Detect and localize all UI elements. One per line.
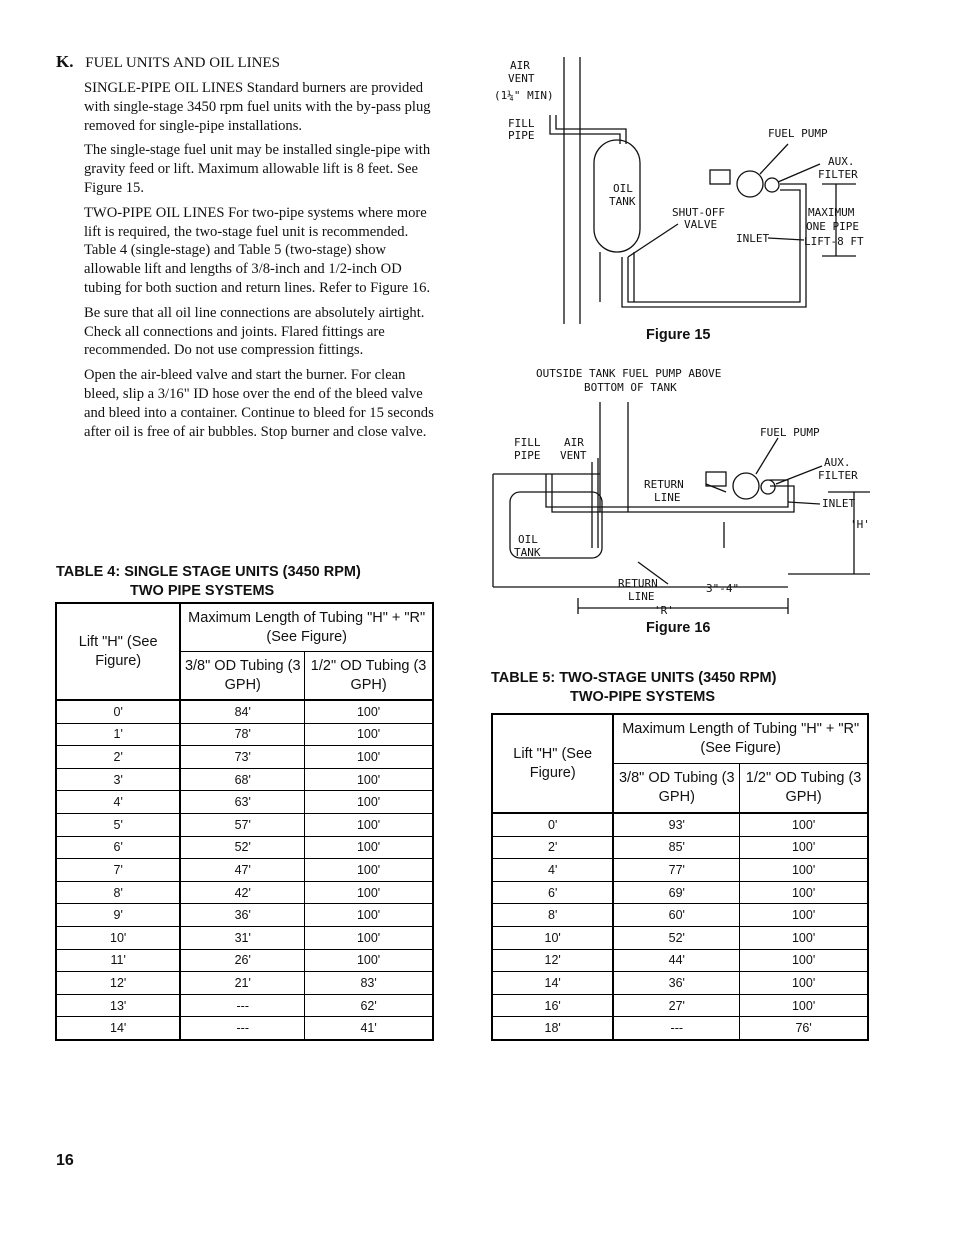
tubing-3-8-cell: 21' [180, 972, 304, 995]
tubing-3-8-cell: 69' [613, 881, 739, 904]
tubing-1-2-cell: 100' [305, 926, 433, 949]
table4 [55, 602, 434, 1041]
tubing-1-2-cell: 100' [305, 859, 433, 882]
tubing-1-2-cell: 100' [740, 926, 868, 949]
tubing-1-2-cell: 41' [305, 1017, 433, 1040]
lift-cell: 3' [56, 768, 180, 791]
table-row [56, 881, 433, 904]
tubing-1-2-cell: 62' [305, 994, 433, 1017]
table-row [56, 972, 433, 995]
tubing-1-2-cell: 100' [740, 859, 868, 882]
fig16-label-fuel-pump: FUEL PUMP [760, 426, 820, 439]
tubing-3-8-cell: --- [180, 994, 304, 1017]
tubing-3-8-cell: 36' [613, 972, 739, 995]
paragraph-airtight: Be sure that all oil line connections are absolutely airtight. Check all connections and joints. Flared fittings are recommended. Do not use compression fittings. [84, 304, 425, 359]
tubing-3-8-cell: 68' [180, 768, 304, 791]
tubing-1-2-cell: 100' [740, 949, 868, 972]
lift-cell: 7' [56, 859, 180, 882]
fig15-label-inlet: INLET [736, 232, 770, 245]
tubing-3-8-cell: 31' [180, 926, 304, 949]
fig16-label-air: AIR [564, 436, 584, 449]
lift-cell: 13' [56, 994, 180, 1017]
fig15-label-vent: VENT [508, 72, 535, 85]
tubing-3-8-cell: 26' [180, 949, 304, 972]
table-row [492, 972, 868, 995]
tubing-3-8-cell: 77' [613, 859, 739, 882]
tubing-1-2-cell: 100' [740, 994, 868, 1017]
tubing-3-8-cell: 73' [180, 746, 304, 769]
table-row [56, 926, 433, 949]
table-row [492, 881, 868, 904]
table5 [491, 713, 869, 1041]
table5-group-header: Maximum Length of Tubing "H" + "R" (See Figure) [613, 714, 868, 764]
table4-lift-header: Lift "H" (See Figure) [56, 603, 180, 700]
fig15-label-air: AIR [510, 59, 530, 72]
fig15-label-one-pipe: ONE PIPE [806, 220, 859, 233]
tubing-3-8-cell: --- [613, 1017, 739, 1040]
tubing-3-8-cell: 27' [613, 994, 739, 1017]
fig16-label-pipe: PIPE [514, 449, 541, 462]
figure15-diagram [488, 52, 878, 327]
lift-cell: 9' [56, 904, 180, 927]
table5-caption-line1: TABLE 5: TWO-STAGE UNITS (3450 RPM) [491, 670, 777, 686]
tubing-1-2-cell: 100' [305, 746, 433, 769]
paragraph-gravity-feed: The single-stage fuel unit may be installed single-pipe with gravity feed or lift. Maximum allowable lift is 8 feet. See Figure 15. [84, 142, 431, 196]
tubing-3-8-cell: 47' [180, 859, 304, 882]
lift-cell: 14' [56, 1017, 180, 1040]
tubing-1-2-cell: 100' [305, 700, 433, 723]
tubing-3-8-cell: 42' [180, 881, 304, 904]
tubing-3-8-cell: --- [180, 1017, 304, 1040]
table-row [492, 836, 868, 859]
fig16-title-line1: OUTSIDE TANK FUEL PUMP ABOVE [536, 367, 722, 380]
fig16-label-filter: FILTER [818, 469, 858, 482]
section-title: FUEL UNITS AND OIL LINES [85, 55, 280, 71]
tubing-3-8-cell: 60' [613, 904, 739, 927]
tubing-1-2-cell: 100' [305, 768, 433, 791]
tubing-3-8-cell: 52' [613, 926, 739, 949]
lift-cell: 12' [56, 972, 180, 995]
table5-lift-header: Lift "H" (See Figure) [492, 714, 613, 813]
page-number: 16 [56, 1152, 74, 1169]
lift-cell: 10' [56, 926, 180, 949]
table4-col1-header: 3/8" OD Tubing (3 GPH) [180, 652, 304, 701]
table4-caption [56, 563, 361, 601]
tubing-1-2-cell: 100' [740, 904, 868, 927]
tubing-1-2-cell: 100' [305, 949, 433, 972]
table-row [56, 859, 433, 882]
fig16-label-depth: 3"-4" [706, 582, 740, 595]
fig16-label-oil: OIL [518, 533, 538, 546]
tubing-1-2-cell: 100' [305, 904, 433, 927]
fig16-label-fill: FILL [514, 436, 541, 449]
lift-cell: 11' [56, 949, 180, 972]
lift-cell: 5' [56, 813, 180, 836]
tubing-3-8-cell: 84' [180, 700, 304, 723]
fig15-label-fill: FILL [508, 117, 535, 130]
fig15-label-aux: AUX. [828, 155, 855, 168]
tubing-3-8-cell: 44' [613, 949, 739, 972]
lift-cell: 8' [56, 881, 180, 904]
tubing-1-2-cell: 76' [740, 1017, 868, 1040]
tubing-1-2-cell: 83' [305, 972, 433, 995]
tubing-1-2-cell: 100' [305, 723, 433, 746]
table-row [56, 994, 433, 1017]
fig16-label-return: RETURN [644, 478, 684, 491]
fig16-label-line: LINE [654, 491, 681, 504]
fig15-label-tank: TANK [609, 195, 636, 208]
table-row [56, 904, 433, 927]
lift-cell: 2' [492, 836, 613, 859]
paragraph-air-bleed: Open the air-bleed valve and start the burner. For clean bleed, slip a 3/16" ID hose over the end of the bleed valve and bleed into a container. Continue to bleed for 15 seconds after oil is free of air bubbles. Stop burner and close valve. [84, 367, 434, 440]
tubing-1-2-cell: 100' [740, 972, 868, 995]
table4-body [56, 700, 433, 1040]
table-row [56, 700, 433, 723]
fig15-label-pipe: PIPE [508, 129, 535, 142]
table4-group-header: Maximum Length of Tubing "H" + "R" (See Figure) [180, 603, 433, 652]
fig16-label-vent: VENT [560, 449, 587, 462]
table5-body [492, 813, 868, 1040]
fig16-label-aux: AUX. [824, 456, 851, 469]
fig16-title-line2: BOTTOM OF TANK [584, 381, 677, 394]
tubing-1-2-cell: 100' [305, 836, 433, 859]
tubing-3-8-cell: 57' [180, 813, 304, 836]
lift-cell: 4' [56, 791, 180, 814]
lift-cell: 0' [56, 700, 180, 723]
instructions-section [56, 52, 436, 447]
table-row [492, 1017, 868, 1040]
table-row [492, 994, 868, 1017]
section-letter: K. [56, 52, 74, 71]
tubing-3-8-cell: 93' [613, 813, 739, 836]
paragraph-single-pipe: SINGLE-PIPE OIL LINES Standard burners are provided with single-stage 3450 rpm fuel units with the by-pass plug removed for single-pipe installations. [84, 80, 431, 134]
fig16-label-r: 'R' [654, 604, 674, 617]
table-row [56, 836, 433, 859]
table-row [492, 859, 868, 882]
table5-caption [491, 669, 776, 707]
lift-cell: 8' [492, 904, 613, 927]
table-row [492, 813, 868, 836]
tubing-3-8-cell: 52' [180, 836, 304, 859]
fig15-label-maximum: MAXIMUM [808, 206, 855, 219]
table-row [56, 768, 433, 791]
lift-cell: 10' [492, 926, 613, 949]
table4-col2-header: 1/2" OD Tubing (3 GPH) [305, 652, 433, 701]
fig15-label-valve: VALVE [684, 218, 718, 231]
fig15-label-vent-min: (1¼" MIN) [494, 89, 554, 102]
figure16-caption: Figure 16 [646, 620, 711, 636]
table5-col2-header: 1/2" OD Tubing (3 GPH) [740, 764, 868, 814]
tubing-3-8-cell: 85' [613, 836, 739, 859]
fig16-label-h: 'H' [850, 518, 870, 531]
table5-caption-line2: TWO-PIPE SYSTEMS [570, 689, 716, 705]
tubing-3-8-cell: 63' [180, 791, 304, 814]
tubing-1-2-cell: 100' [740, 836, 868, 859]
lift-cell: 14' [492, 972, 613, 995]
tubing-3-8-cell: 36' [180, 904, 304, 927]
table-row [492, 949, 868, 972]
tubing-1-2-cell: 100' [740, 881, 868, 904]
lift-cell: 4' [492, 859, 613, 882]
fig16-label-line2: LINE [628, 590, 655, 603]
tubing-1-2-cell: 100' [305, 881, 433, 904]
figure16-diagram [488, 362, 878, 617]
lift-cell: 6' [56, 836, 180, 859]
table-row [56, 746, 433, 769]
fig15-label-fuel-pump: FUEL PUMP [768, 127, 828, 140]
fig16-label-tank: TANK [514, 546, 541, 559]
tubing-1-2-cell: 100' [305, 813, 433, 836]
paragraph-two-pipe: TWO-PIPE OIL LINES For two-pipe systems where more lift is required, the two-stage fuel unit is recommended. Table 4 (single-stage) and Table 5 (two-stage) show allowable lift and lengths of 3/8-inch and 1/2-inch OD tubing for both suction and return lines. Refer to Figure 16. [84, 204, 431, 296]
table-row [56, 813, 433, 836]
lift-cell: 6' [492, 881, 613, 904]
table5-col1-header: 3/8" OD Tubing (3 GPH) [613, 764, 739, 814]
table-row [56, 1017, 433, 1040]
lift-cell: 18' [492, 1017, 613, 1040]
lift-cell: 16' [492, 994, 613, 1017]
fig15-label-lift: LIFT-8 FT [804, 235, 864, 248]
table-row [56, 791, 433, 814]
table4-caption-line1: TABLE 4: SINGLE STAGE UNITS (3450 RPM) [56, 564, 361, 580]
fig15-label-shutoff: SHUT-OFF [672, 206, 725, 219]
fig16-label-inlet: INLET [822, 497, 856, 510]
fig15-label-oil: OIL [613, 182, 633, 195]
fig15-label-filter: FILTER [818, 168, 858, 181]
table-row [56, 723, 433, 746]
table4-caption-line2: TWO PIPE SYSTEMS [130, 583, 275, 599]
lift-cell: 12' [492, 949, 613, 972]
section-heading [56, 52, 436, 73]
tubing-1-2-cell: 100' [305, 791, 433, 814]
fig16-label-return2: RETURN [618, 577, 658, 590]
tubing-3-8-cell: 78' [180, 723, 304, 746]
table-row [492, 926, 868, 949]
figure15-caption: Figure 15 [646, 327, 711, 343]
table-row [56, 949, 433, 972]
lift-cell: 0' [492, 813, 613, 836]
tubing-1-2-cell: 100' [740, 813, 868, 836]
table-row [492, 904, 868, 927]
lift-cell: 2' [56, 746, 180, 769]
lift-cell: 1' [56, 723, 180, 746]
